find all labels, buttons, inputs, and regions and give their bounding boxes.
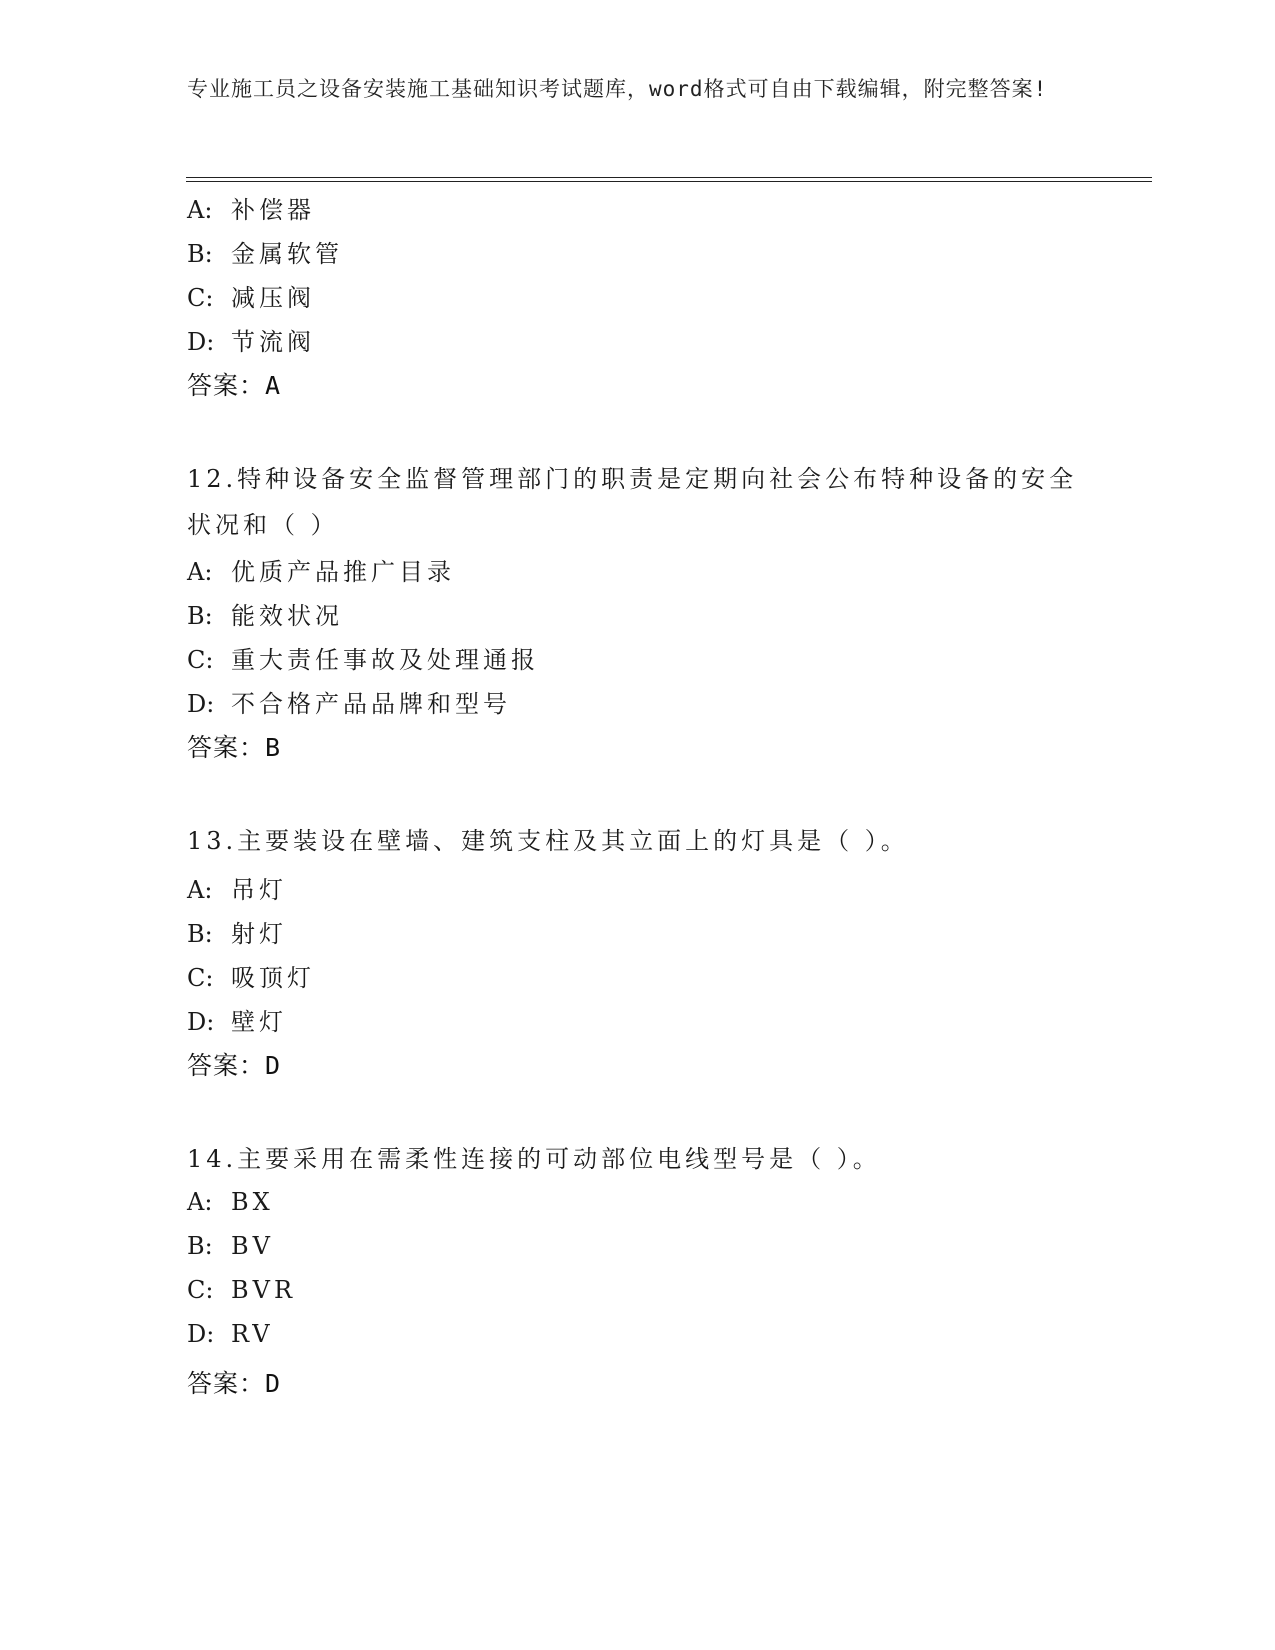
answer-line <box>187 728 281 764</box>
question-14-text: 14.主要采用在需柔性连接的可动部位电线型号是（ ）。 <box>187 1145 881 1173</box>
option-text: 能效状况 <box>231 602 343 630</box>
option-text: 吸顶灯 <box>231 964 315 992</box>
option-d <box>187 1320 274 1348</box>
option-letter: A: <box>187 196 213 224</box>
option-text: BX <box>231 1188 274 1216</box>
option-text: 重大责任事故及处理通报 <box>231 646 539 674</box>
option-letter: C: <box>187 964 214 992</box>
option-a <box>187 870 287 905</box>
option-text: 节流阀 <box>231 328 315 356</box>
option-letter: A: <box>187 1188 213 1216</box>
option-letter: B: <box>187 602 213 630</box>
option-c <box>187 640 539 675</box>
option-a <box>187 190 315 225</box>
option-c <box>187 1276 296 1304</box>
option-letter: D: <box>187 328 215 356</box>
option-text: 壁灯 <box>231 1008 287 1036</box>
answer-label: 答案： <box>187 733 266 762</box>
option-text: BV <box>231 1232 274 1260</box>
option-text: 不合格产品品牌和型号 <box>231 690 511 718</box>
answer-label: 答案： <box>187 371 266 400</box>
answer-line <box>187 1364 281 1400</box>
answer-line <box>187 1046 281 1082</box>
answer-value: D <box>265 1369 282 1398</box>
option-text: 吊灯 <box>231 876 287 904</box>
option-letter: B: <box>187 240 213 268</box>
option-text: 减压阀 <box>231 284 315 312</box>
option-b <box>187 596 343 631</box>
option-letter: D: <box>187 690 215 718</box>
option-letter: D: <box>187 1008 215 1036</box>
header-divider-top <box>186 177 1152 178</box>
option-text: 射灯 <box>231 920 287 948</box>
option-letter: C: <box>187 646 214 674</box>
option-b <box>187 914 287 949</box>
option-text: 补偿器 <box>231 196 315 224</box>
option-text: BVR <box>231 1276 297 1304</box>
document-header: 专业施工员之设备安装施工基础知识考试题库，word格式可自由下载编辑，附完整答案! <box>187 77 1048 101</box>
option-letter: C: <box>187 1276 214 1304</box>
option-d <box>187 1002 287 1037</box>
option-b <box>187 234 343 269</box>
answer-label: 答案： <box>187 1051 266 1080</box>
option-b <box>187 1232 274 1260</box>
answer-value: B <box>265 733 282 762</box>
option-text: 优质产品推广目录 <box>231 558 455 586</box>
question-12-text: 12.特种设备安全监督管理部门的职责是定期向社会公布特种设备的安全状况和（ ） <box>187 465 1078 539</box>
answer-value: D <box>265 1051 282 1080</box>
option-d <box>187 322 315 357</box>
option-c <box>187 278 315 313</box>
option-letter: B: <box>187 920 213 948</box>
answer-value: A <box>265 371 282 400</box>
header-divider-bottom <box>186 181 1152 182</box>
option-d <box>187 684 511 719</box>
option-text: RV <box>231 1320 274 1348</box>
option-letter: D: <box>187 1320 215 1348</box>
option-letter: B: <box>187 1232 213 1260</box>
option-a <box>187 1188 274 1216</box>
option-text: 金属软管 <box>231 240 343 268</box>
question-13-text: 13.主要装设在壁墙、建筑支柱及其立面上的灯具是（ ）。 <box>187 827 909 855</box>
option-letter: C: <box>187 284 214 312</box>
option-letter: A: <box>187 558 213 586</box>
answer-label: 答案： <box>187 1369 266 1398</box>
option-c <box>187 958 315 993</box>
answer-line <box>187 366 281 402</box>
option-a <box>187 552 455 587</box>
option-letter: A: <box>187 876 213 904</box>
